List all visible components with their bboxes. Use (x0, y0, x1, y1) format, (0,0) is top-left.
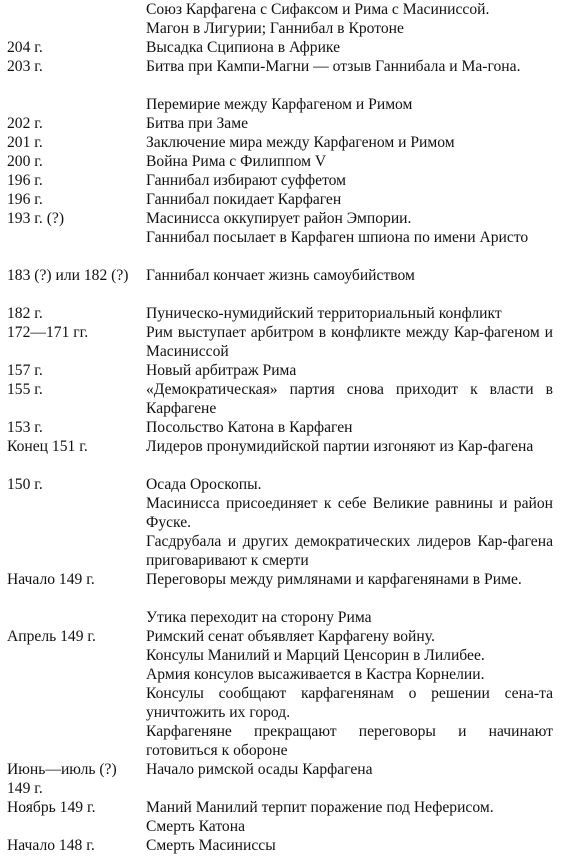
row-date: Конец 151 г. (7, 438, 88, 455)
row-date: 201 г. (7, 134, 43, 151)
row-event: Римский сенат объявляет Карфагену войну. (146, 628, 435, 645)
row-event: Масинисса присоединяет к себе Великие равнины и район Фуске. (146, 495, 553, 531)
row-event: Ганнибал посылает в Карфаген шпиона по имени Аристо (146, 229, 529, 246)
row-event: Высадка Сципиона в Африке (146, 39, 341, 56)
row-event: Ганнибал кончает жизнь самоубийством (146, 267, 415, 284)
row-date: 203 г. (7, 58, 43, 75)
row-date: Начало 148 г. (7, 837, 95, 854)
row-event: Новый арбитраж Рима (146, 362, 297, 379)
row-event: Маний Манилий терпит поражение под Неферисом. (146, 799, 494, 816)
row-event: Армия консулов высаживается в Кастра Корнелии. (146, 666, 485, 683)
row-event: Перемирие между Карфагеном и Римом (146, 96, 413, 113)
row-event: Лидеров пронумидийской партии изгоняют из Кар-фагена (146, 438, 534, 455)
row-date: 204 г. (7, 39, 43, 56)
row-date: 182 г. (7, 305, 43, 322)
row-date: 200 г. (7, 153, 43, 170)
row-event: «Демократическая» партия снова приходит к власти в Карфагене (146, 381, 553, 417)
row-event: Магон в Лигурии; Ганнибал в Кротоне (146, 20, 404, 37)
row-date: 150 г. (7, 476, 43, 493)
row-event: Ганнибал покидает Карфаген (146, 191, 342, 208)
row-event: Битва при Заме (146, 115, 248, 132)
row-date: 172—171 гг. (7, 324, 89, 341)
row-event: Карфагеняне прекращают переговоры и начинают готовиться к обороне (146, 723, 553, 759)
row-date: Апрель 149 г. (7, 628, 96, 645)
row-date: 196 г. (7, 172, 43, 189)
row-date: 183 (?) или 182 (?) (7, 267, 129, 284)
row-date: 196 г. (7, 191, 43, 208)
row-date: 202 г. (7, 115, 43, 132)
row-event: Масинисса оккупирует район Эмпории. (146, 210, 412, 227)
row-event: Союз Карфагена с Сифаксом и Рима с Масиниссой. (146, 1, 490, 18)
row-event: Пуническо-нумидийский территориальный конфликт (146, 305, 502, 322)
row-event: Утика переходит на сторону Рима (146, 609, 372, 626)
row-event: Смерть Катона (146, 818, 245, 835)
row-event: Консулы Манилий и Марций Ценсорин в Лилибее. (146, 647, 485, 664)
row-event: Война Рима с Филиппом V (146, 153, 327, 170)
row-event: Гасдрубала и других демократических лидеров Кар-фагена приговаривают к смерти (146, 533, 553, 569)
row-event: Битва при Кампи-Магни — отзыв Ганнибала и Ма-гона. (146, 58, 521, 75)
row-date: Начало 149 г. (7, 571, 95, 588)
row-event: Ганнибал избирают суффетом (146, 172, 347, 189)
row-event: Смерть Масиниссы (146, 837, 276, 854)
row-date: Ноябрь 149 г. (7, 799, 96, 816)
row-event: Переговоры между римлянами и карфагенянами в Риме. (146, 571, 522, 588)
row-event: Осада Ороскопы. (146, 476, 262, 493)
row-date: 153 г. (7, 419, 43, 436)
row-event: Посольство Катона в Карфаген (146, 419, 353, 436)
row-event: Начало римской осады Карфагена (146, 761, 373, 778)
row-event: Заключение мира между Карфагеном и Римом (146, 134, 455, 151)
row-date: Июнь—июль (?) 149 г. (7, 761, 117, 797)
row-date: 157 г. (7, 362, 43, 379)
row-date: 155 г. (7, 381, 43, 398)
row-event: Рим выступает арбитром в конфликте между Кар-фагеном и Масиниссой (146, 324, 553, 360)
row-date: 193 г. (?) (7, 210, 65, 227)
row-event: Консулы сообщают карфагенянам о решении сена-та уничтожить их город. (146, 685, 553, 721)
